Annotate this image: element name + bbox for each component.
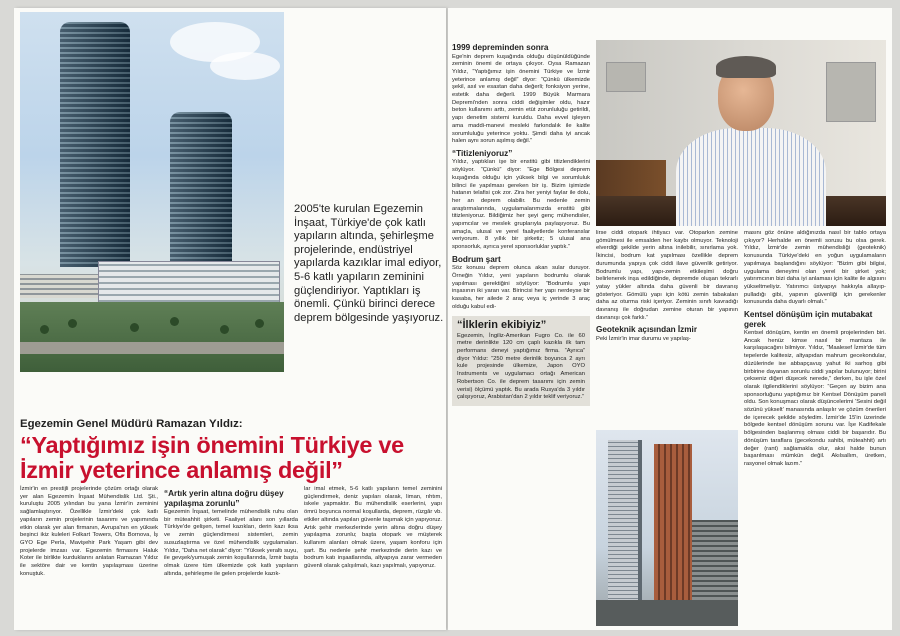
- column-text: Peki İzmir'in imar durumu ve yapılaş-: [596, 335, 691, 342]
- article-column-2: [164, 486, 298, 578]
- tree: [40, 325, 49, 334]
- column-text: Söz konusu deprem olunca akan sular duruyor. Örneğin Yıldız, yeni yapıların bodrumlu olarak yapılması gerektiğini söylüyor: “Bodrumlu yapı inşasının iki yararı var. Birincisi her yapı nerdeyse bir kasaba, her ailede 2 araç veya iç yerinde 3 araç olduğu kabul edi-: [452, 265, 590, 310]
- tree: [220, 325, 229, 334]
- intro-text: 2005'te kurulan Egezemin İnşaat, Türkiye'de çok katlı yapıların altında, şehirleşme projelerinde, endüstriyel yapılarda kazıklar imal ediyor, 5-6 katlı yapıların zeminini güçlendiriyor. Yaptıkları iş önemli. Çünkü birinci derece deprem bölgesinde yaşıyoruz.: [294, 203, 444, 324]
- column-heading: Geoteknik açısından İzmir: [596, 325, 698, 335]
- article-column-1: [452, 40, 590, 406]
- ground: [20, 302, 284, 372]
- column-heading: “Artık yerin altına doğru düşey yapılaşma zorunlu”: [164, 489, 284, 508]
- person: [666, 60, 846, 226]
- tree: [68, 319, 77, 328]
- column-text: masını göz önüne aldığınızda nasıl bir tablo ortaya çıkıyor? Herhalde en önemli sorusu bu olsa gerek. Yıldız, İzmir'de zemin mühendisliği (geoteknik) konusunda Türkiye'deki en yoğun uygulamaların yapılmaya başlandığını söylüyor: “Bizim gibi bilgisi, uygulama deneyimi olan yerel bir şirket yok; yatırımcının bizi daha iyi anlaması için kalite ile algısını yükseltmeliyiz. Yatırımcı üstyapıyı hakkıyla allayıp-pulladığı gibi, yapının güvenliği için gerekenler konusunda daha duyarlı olmalı.”: [744, 230, 886, 306]
- article-column-2: [596, 230, 738, 344]
- headline: “Yaptığımız işin önemini Türkiye ve İzmir yeterince anlamış değil”: [20, 432, 404, 483]
- column-text: Yıldız, yaptıkları işe bir enstitü gibi titizlendiklerini söylüyor. “Çünkü” diyor: “Ege Bölgesi deprem kuşağında olduğu için yüksek bilgi ve sorumluluk bilinci ile yapılması gereken bir iş. Bizim işimizde hatanın telafisi çok zor. Zira her yeniyi faylar ile dolu, her an deprem olabilir. Bu nedenle zemin araştırmalarında, uygulamalarımızda enstitü gibi titizleniyoruz. Bildiğimiz her şeyi genç mühendisler, yapımcılar ve meslek gruplarıyla paylaşıyoruz. Bu amaçla, ulusal ve yerel faaliyetlerde konferanslar veriyorum. 8 yıllık bir şirketiz; 5 ulusal ana sponsorluk, ayrıca yerel sponsorluklar yaptık.”: [452, 159, 590, 251]
- article-column-1: [20, 486, 158, 578]
- road: [20, 342, 284, 354]
- column-heading: Kentsel dönüşüm için mutabakat gerek: [744, 310, 873, 329]
- column-text: lirse ciddi otopark ihtiyacı var. Otoparkın zemine gömülmesi ile emsalden her kaybı olmuyor. Teknoloji elverdiği şekilde yerin altına inilebilir, sınırlama yok. İkincisi, bodrum kat yapılması özellikle deprem durumunda yapıya çok ciddi ilave güvenlik getiriyor. Bodrumlu yapı, yapı-zemin etkileşimi doğru belirlenerek inşa edildiğinde, depremde oluşan tekrarlı yatay yükler altında daha güvenli bir davranış gösteriyor. Gömülü yapı için kötü zemin tabakaları daha az oturma riski içeriyor. Zeminin sınıfı kavradığı davranış ile doğrudan zemine oturan bir yapının davranışı çok farklı.”: [596, 230, 738, 321]
- low-building: [20, 274, 110, 298]
- portrait-image: [596, 40, 886, 226]
- tower-photo: [596, 430, 738, 626]
- column-heading: “Titizleniyoruz”: [452, 148, 513, 158]
- shelf: [596, 160, 666, 196]
- podium-building: [98, 261, 280, 307]
- hero-rendering-image: [20, 12, 284, 372]
- column-text: Ege'nin deprem kuşağında olduğu düşünüldüğünde zeminin önemi de ortaya çıkıyor. Oysa Ramazan Yıldız, “Yaptığımız işin önemini Türkiye ve İzmir yeterince anlamış değil” diyor: “Çünkü ülkemizde şekil, asıl ve esastan daha değerli; fonksiyon yerine, estetik daha değerli. 1999 Büyük Marmara Depremi'nden sonra ciddi değişimler oldu, hazır beton kullanımı arttı, zemin etüt zorunluluğu getirildi, yapı denetim sistemi kuruldu. Daha evvel işleyen ama maddi-manevi mesleki farkındalık ile kalite sorumluluğu yeterince yoktu. Şimdi daha iyi ancak halen aynı sorun aşılmış değil.”: [452, 53, 590, 145]
- box-title: “İlklerin ekibiyiz”: [457, 318, 547, 331]
- article-column-3: [304, 486, 442, 571]
- kicker: Egezemin Genel Müdürü Ramazan Yıldız:: [20, 418, 243, 430]
- sidebar-box: [452, 316, 590, 406]
- left-page: [14, 8, 446, 630]
- tree: [255, 319, 264, 328]
- hair: [716, 56, 776, 78]
- wall-panel: [606, 62, 646, 92]
- right-page: [448, 8, 892, 630]
- column-text: lar imal etmek, 5-6 katlı yapıların temel zeminini güçlendirmek, deniz yapıları olarak, liman, rıhtım, iskele yapmaktır. Bu mühendislik eserlerini, yapı ömrü boyunca normal koşullarda, deprem, rüzgâr vb. etkiler altında yapıları güvenle taşımak için yapıyoruz. Artık şehir merkezlerinde yerin altına doğru düşey yapılaşma zorunlu; başta otopark ve müşterek kullanım alanları olmak üzere, yaşam konforu için şart. Bu nedenle şehir merkezinde derin kazı ve bodrum katı inşaatlarında, altyapıya zarar vermeden güvenli olarak çalışılmalı, kazı yapılmalı, yapıyoruz.: [304, 486, 442, 570]
- tree: [130, 323, 139, 332]
- tower-left: [60, 22, 130, 267]
- cloud: [210, 52, 280, 80]
- tower-building: [608, 440, 642, 610]
- column-text: İzmir'in en prestijli projelerinde çözüm ortağı olarak yer alan Egezemin İnşaat Mühendislik Ltd. Şti., kuruluştu 2005 yılından bu yana İzmir'in zeminini sağlamlaştırıyor. Özellikle İzmir'deki çok katlı yapıların zemin projelerinin tasarımı ve yapımında etkin olarak yer alan firmanın, Avrupa'nın en yüksek beşinci ikiz kuleleri Folkart Towers, Ofis Bornova, İş GYO Ege Perla, Mavişehir Park Yaşam gibi dev projelerde imzası var. Egezemin firmasını Haluk Koter ile birlikte kurduklarını anlatan Ramazan Yıldız ile sektöre dair ve kentin yapılaşması üzerine konuştuk.: [20, 486, 158, 577]
- tower-right: [170, 112, 232, 267]
- tower-building: [654, 444, 692, 614]
- shirt: [676, 128, 826, 226]
- column-heading: 1999 depreminden sonra: [452, 43, 549, 52]
- column-text: Egezemin İnşaat, temelinde mühendislik ruhu olan bir müteahhit şirketi. Faaliyet alanı son yıllarda Türkiye'de gelişen, temel kazıkları, derin kazı iksa ve zemin güçlendirmesi sistemleri, zemin susuzlaştırma ve özel mühendislik uygulamaları. Yıldız, “Daha net olarak” diyor: “Yüksek yeraltı suyu, ile gevşek/yumuşak zemin koşullarında, İzmir başta olmak üzere tüm ülkemizde çok katlı yapıların altında, şehirleşme ile gelen projelerde kazık-: [164, 509, 298, 577]
- article-column-3: [744, 230, 886, 469]
- street-level: [596, 600, 738, 626]
- box-text: Egezemin, İngiliz-Amerikan Fugro Co. ile 60 metre derinlikte 120 cm çaplı kazıkla ilk tam performans deneyi yaptığımız firma. “Ayrıca” diyor Yıldız: “250 metre derinlik boyunca 2 ayrı kule projesinde ülkemize, Japon OYO Instruments ve uygulamacı ortağı American Robertson Co. ile deprem tasarımı için zemin verisi) ölçümü yaptık. Bu arada Rusya'da 3 yıldır çalışıyoruz, Arabistan'dan 2 yıldır teklif veriyoruz.”: [457, 332, 585, 401]
- column-text: Kentsel dönüşüm, kentin en önemli projelerinden biri. Ancak henüz kimse nasıl bir mantaza ile karşılaşacağını bilmiyor. Yıldız, “Maalesef İzmir'de tüm tepelerde kalitesiz, altyapıdan mahrum gecekondular, düzülerinde ise abbapçavuş yahut iki sarhoş gibi birbirine dayanan sorunlu ciddi yapılar bulunuyor; birini çekseniz diğeri düşecek nerede,” derken, bu işle özel olarak ilgilendiklerini söylüyor: “Geçen ay bizim ana sponsorluğunu yaptığımız bir Kentsel Dönüşüm paneli oldu. Son konuşmacı olarak düşüncelerimi ‘Sesini değil sözünü yükselt’ manasında anlaşılır ve çözüm önerileri de içerecek şekilde söyledim. İzmir'de 15'in üzerinde bölgede kentsel dönüşüm sorunu var. İşe Kadifekale bölgesinden başlanmış olması ciddi bir başarıdır. Bu dönüşüm taraflara (gecekondu sahibi, müteahhit) artı değer (rant) sağlamakla olur, aksi halde bunun başarılması mümkün değil. Akılsallım, üretken, rasyonel olmak lazım.”: [744, 330, 886, 467]
- tree: [170, 317, 179, 326]
- column-heading: Bodrum şart: [452, 254, 501, 264]
